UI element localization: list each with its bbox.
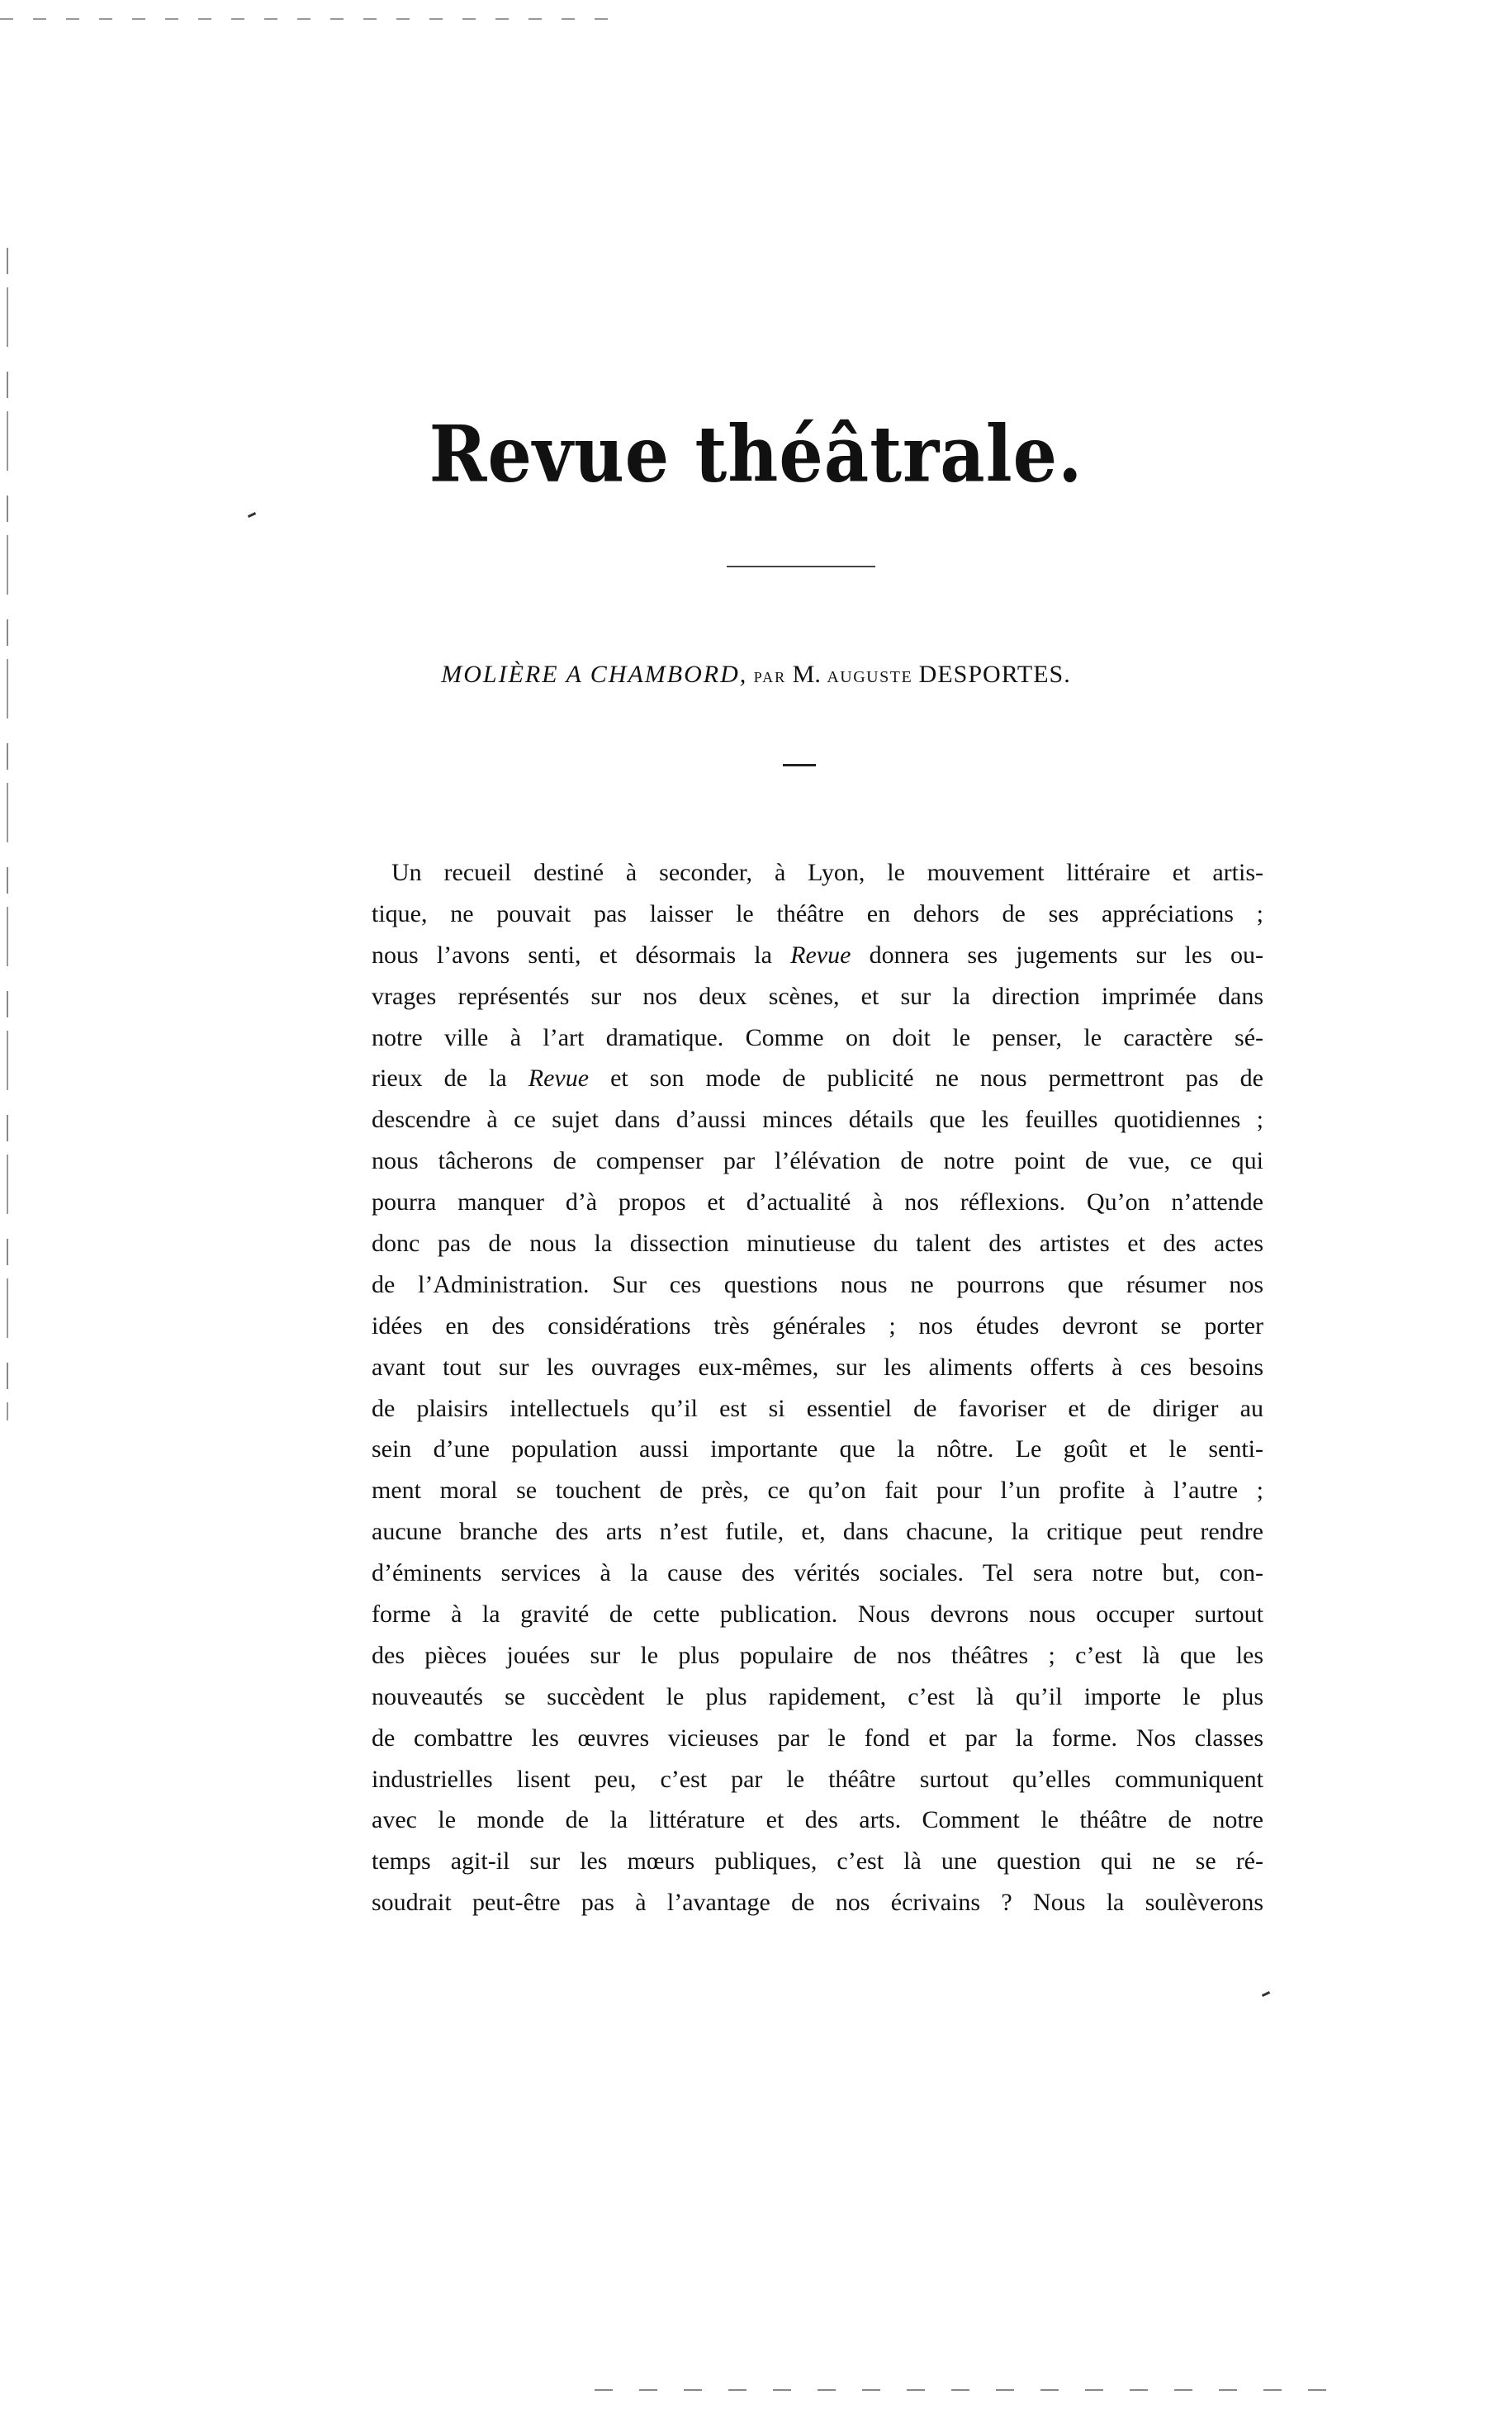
italic-text: Revue [790, 941, 851, 969]
text-segment: et son mode de publicité ne nous permettront pas de [589, 1065, 1263, 1093]
byline-par: PAR [753, 669, 787, 685]
text-line: nouveautés se succèdent le plus rapidement, c’est là qu’il importe le plus [372, 1682, 1263, 1710]
scan-edge-top [0, 18, 628, 20]
text-segment: rieux de la [372, 1065, 528, 1093]
title-rule [727, 566, 875, 567]
text-line: tique, ne pouvait pas laisser le théâtre en dehors de ses appréciations ; [372, 899, 1263, 927]
text-line: des pièces jouées sur le plus populaire de nos théâtres ; c’est là que les [372, 1641, 1263, 1669]
text-line: descendre à ce sujet dans d’aussi minces détails que les feuilles quotidiennes ; [372, 1106, 1263, 1134]
text-line: Un recueil destiné à seconder, à Lyon, le mouvement littéraire et artis- [391, 859, 1263, 886]
scan-speck [1262, 1991, 1270, 1997]
text-line: notre ville à l’art dramatique. Comme on doit le penser, le caractère sé- [372, 1023, 1263, 1051]
text-line: industrielles lisent peu, c’est par le théâtre surtout qu’elles communiquent [372, 1765, 1263, 1793]
scan-speck [248, 512, 256, 518]
scan-edge-bottom [595, 2389, 1338, 2391]
text-line [372, 935, 1263, 976]
text-line: soudrait peut-être pas à l’avantage de nos écrivains ? Nous la soulèverons [372, 1889, 1263, 1917]
text-line: idées en des considérations très générales ; nos études devront se porter [372, 1311, 1263, 1340]
body-paragraph [372, 852, 1263, 1923]
text-line: ment moral se touchent de près, ce qu’on fait pour l’un profite à l’autre ; [372, 1477, 1263, 1505]
byline-initial: M. [792, 661, 821, 688]
text-line: pourra manquer d’à propos et d’actualité à nos réflexions. Qu’on n’attende [372, 1188, 1263, 1216]
text-segment: nous l’avons senti, et désormais la [372, 941, 791, 969]
italic-text: Revue [528, 1065, 590, 1093]
text-line: forme à la gravité de cette publication. Nous devrons nous occuper surtout [372, 1600, 1263, 1629]
work-title: MOLIÈRE A CHAMBORD, [441, 661, 748, 688]
text-line: vrages représentés sur nos deux scènes, et sur la direction imprimée dans [372, 982, 1263, 1010]
text-line: avant tout sur les ouvrages eux-mêmes, sur les aliments offerts à ces besoins [372, 1353, 1263, 1381]
text-line: sein d’une population aussi importante que la nôtre. Le goût et le senti- [372, 1435, 1263, 1463]
text-line: de combattre les œuvres vicieuses par le fond et par la forme. Nos classes [372, 1724, 1263, 1752]
separator-rule [783, 764, 816, 766]
text-line: avec le monde de la littérature et des arts. Comment le théâtre de notre [372, 1806, 1263, 1834]
text-segment: donnera ses jugements sur les ou- [851, 941, 1264, 969]
page-title: Revue théâtrale. [429, 408, 1083, 500]
author-first-name: AUGUSTE [827, 668, 913, 686]
text-line: d’éminents services à la cause des vérités sociales. Tel sera notre but, con- [372, 1559, 1263, 1587]
text-line: nous tâcherons de compenser par l’élévation de notre point de vue, ce qui [372, 1147, 1263, 1175]
article-subtitle [0, 661, 1512, 689]
text-line: de plaisirs intellectuels qu’il est si essentiel de favoriser et de diriger au [372, 1394, 1263, 1422]
text-line [372, 1058, 1263, 1099]
text-line: de l’Administration. Sur ces questions nous ne pourrons que résumer nos [372, 1270, 1263, 1298]
text-line: aucune branche des arts n’est futile, et, dans chacune, la critique peut rendre [372, 1518, 1263, 1546]
text-line: donc pas de nous la dissection minutieuse du talent des artistes et des actes [372, 1230, 1263, 1258]
text-line: temps agit-il sur les mœurs publiques, c’est là une question qui ne se ré- [372, 1847, 1263, 1876]
author-last-name: DESPORTES. [918, 661, 1071, 688]
